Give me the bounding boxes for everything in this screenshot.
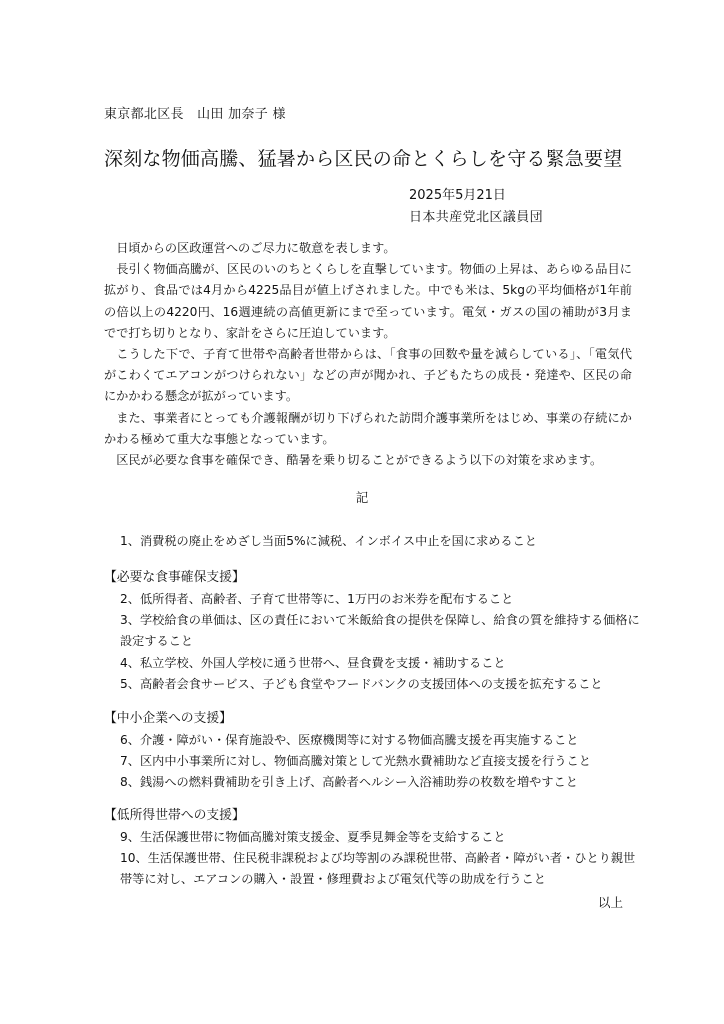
addressee: 東京都北区長 山田 加奈子 様 [104,107,286,122]
section-heading: 【低所得世帯への支援】 [104,808,245,823]
request-list [104,589,644,695]
section-food-support [104,567,644,695]
paragraph-voices: こうした下で、子育て世帯や高齢者世帯からは、「食事の回数や量を減らしている」、「電気代がこわくてエアコンがつけられない」などの声が聞かれ、子どもたちの成長・発達や、区民の命にかかわる懸念が拡がっています。 [104,347,632,404]
request-item-7: 7、区内中小事業所に対し、物価高騰対策として光熱水費補助など直接支援を行うこと [120,754,591,769]
section-sme-support [104,708,644,794]
body-text [104,238,632,471]
sender-name: 日本共産党北区議員団 [409,210,544,225]
request-list [104,730,644,794]
request-item-5: 5、高齢者会食サービス、子ども食堂やフードバンクの支援団体への支援を拡充すること [120,676,603,691]
request-item-1: 1、消費税の廃止をめざし当面5%に減税、インボイス中止を国に求めること [120,534,537,548]
request-list [104,827,644,891]
document-title: 深刻な物価高騰、猛暑から区民の命とくらしを守る緊急要望 [104,148,623,170]
request-item-6: 6、介護・障がい・保育施設や、医療機関等に対する物価高騰支援を再実施すること [120,733,579,747]
paragraph-businesses: また、事業者にとっても介護報酬が切り下げられた訪問介護事業所をはじめ、事業の存続にかかわる極めて重大な事態となっています。 [104,410,632,446]
section-heading: 【必要な食事確保支援】 [104,570,245,585]
section-low-income-support [104,805,644,891]
request-item-8: 8、銭湯への燃料費補助を引き上げ、高齢者ヘルシー入浴補助券の枚数を増やすこと [120,775,578,790]
paragraph-price-rise: 長引く物価高騰が、区民のいのちとくらしを直撃しています。物価の上昇は、あらゆる品目に拡がり、食品では4月から4225品目が値上げされました。中でも米は、5kgの平均価格が1年前の倍以上の4220円、16週連続の高値更新にまで至っています。電気・ガスの国の補助が3月までで打ち切りとなり、家計をさらに圧迫しています。 [104,262,632,340]
request-item-3: 3、学校給食の単価は、区の責任において米飯給食の提供を保障し、給食の質を維持する価格に設定すること [120,613,640,649]
request-item-4: 4、私立学校、外国人学校に通う世帯へ、昼食費を支援・補助すること [120,655,506,670]
section-heading: 【中小企業への支援】 [104,711,232,726]
document-date: 2025年5月21日 [409,188,506,203]
paragraph-greeting: 日頃からの区政運営へのご尽力に敬意を表します。 [116,241,396,255]
request-item-2: 2、低所得者、高齢者、子育て世帯等に、1万円のお米券を配布すること [120,592,514,606]
paragraph-request-intro: 区民が必要な食事を確保でき、酷暑を乗り切ることができるよう以下の対策を求めます。 [116,453,603,468]
request-item-10: 10、生活保護世帯、住民税非課税および均等割のみ課税世帯、高齢者・障がい者・ひとり親世帯等に対し、エアコンの購入・設置・修理費および電気代等の助成を行うこと [120,851,636,887]
request-item-9: 9、生活保護世帯に物価高騰対策支援金、夏季見舞金等を支給すること [120,830,506,844]
ki-heading: 記 [355,490,369,505]
closing-mark: 以上 [598,895,624,910]
